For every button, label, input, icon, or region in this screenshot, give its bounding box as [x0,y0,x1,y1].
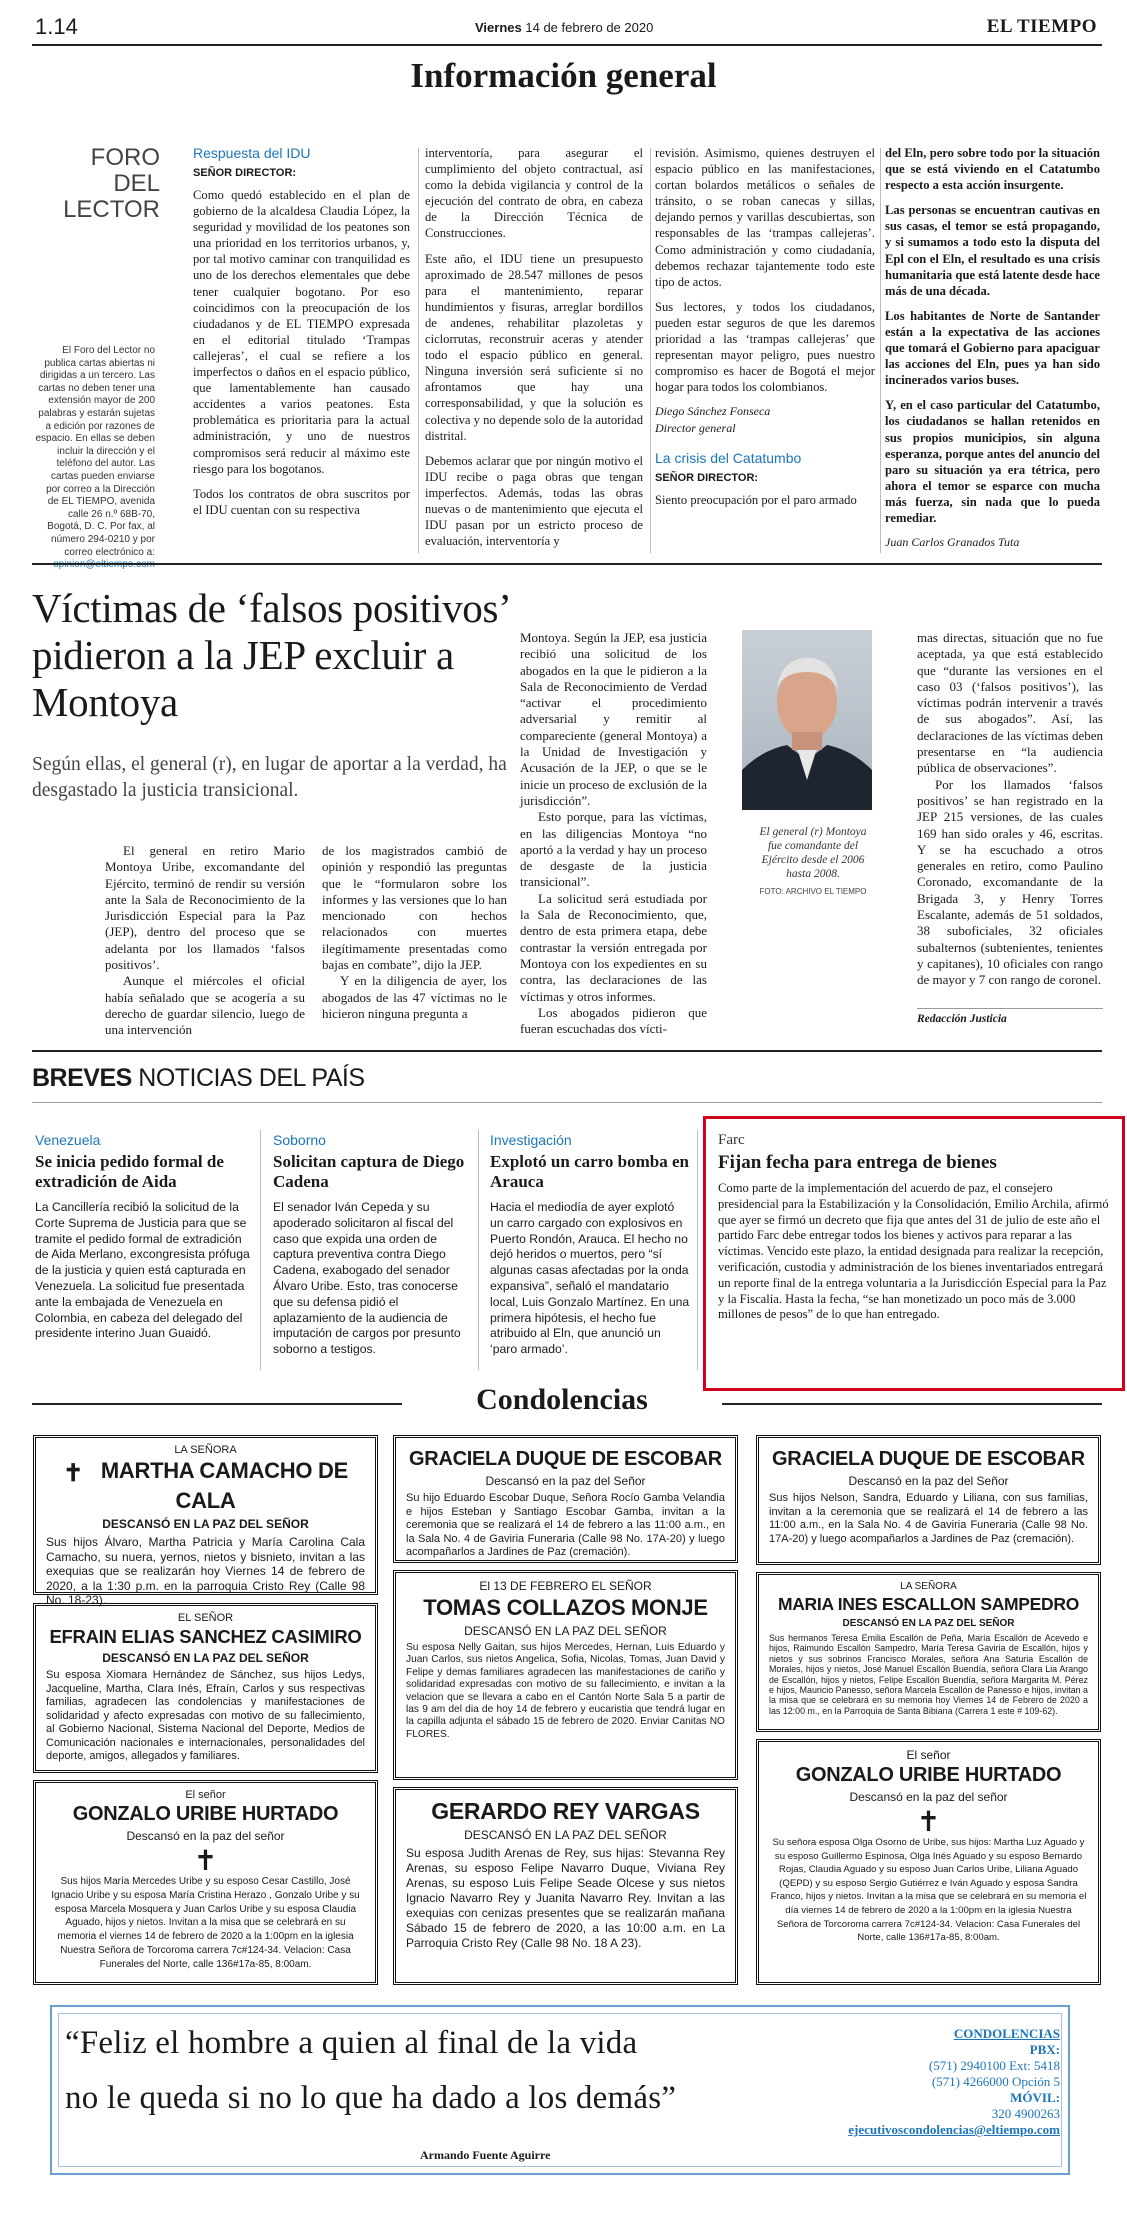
foro-paragraph: Como quedó establecido en el plan de gobierno de la alcaldesa Claudia López, la seguridad y movilidad de los peatones son una prioridad en los territorios urbanos, y, por tal motivo caminar con tranquilidad es uno de los derechos elementales que debe tener cualquier bogotano. Por eso coincidimos con la preocupación de los ciudadanos y de EL TIEMPO expresada en el editorial titulado ‘Trampas callejeras’, el cual se refiere a los imperfectos o daños en el espacio público, que lamentablemente han causado accidentes a varios peatones. Esta problemática es prioritaria para la actual administración, y uno de nuestros compromisos será reducir al máximo este riesgo para los bogotanos. [193,188,410,476]
breve-category: Soborno [273,1132,326,1148]
article-paragraph: Aunque el miércoles el oficial había señalado que se acogería a su derecho de guardar silencio, luego de una intervención [105,973,305,1038]
article-col-2 [322,843,507,1022]
article-col-3 [520,630,707,1037]
page-date [475,20,653,35]
foro-paragraph: Este año, el IDU tiene un presupuesto aproximado de 28.547 millones de pesos para el mantenimiento, reparar hundimientos y fisuras, arreglar bordillos de andenes, rehabilitar plazoletas y ciclorrutas, reconstruir aceras y atender todo el espacio público en general. Ninguna inversión será suficiente si no afrontamos que hay una corresponsabilidad, y que la solución es colectiva y no depende solo de la autoridad distrital. [425,251,643,443]
foro-paragraph: Y, en el caso particular del Catatumbo, los ciudadanos se hallan retenidos en sus propios municipios, sin alguna esperanza, porque antes del anuncio del paro su situación ya era tétrica, pero ahora el temor se esparce con mucha más fuerza, sin nada que lo pueda remediar. [885,398,1100,525]
obituary-card [33,1780,378,1985]
pbx-number[interactable]: (571) 4266000 Opción 5 [931,2074,1060,2089]
obit-rest: DESCANSÓ EN LA PAZ DEL SEÑOR [464,1828,667,1842]
foro-heading-idu: Respuesta del IDU [193,145,311,161]
breve-title: Fijan fecha para entrega de bienes [718,1152,997,1173]
obit-rest: DESCANSÓ EN LA PAZ DEL SEÑOR [464,1624,667,1638]
contact-email-link[interactable]: ejecutivoscondolencias@eltiempo.com [848,2122,1060,2137]
breves-title-rest: NOTICIAS DEL PAÍS [131,1064,365,1092]
breve-item [273,1132,473,1358]
breve-title: Se inicia pedido formal de extradición de Aida [35,1152,224,1191]
obituary-card [393,1435,738,1563]
obit-name: GONZALO URIBE HURTADO [795,1764,1062,1786]
date-day: Viernes [475,20,522,35]
breve-category: Investigación [490,1132,572,1148]
obit-prefix: El 13 DE FEBRERO EL SEÑOR [479,1579,652,1593]
foro-title: FORO DEL LECTOR [63,144,160,223]
breve-title: Solicitan captura de Diego Cadena [273,1152,465,1191]
obit-name-row [46,1458,365,1514]
obit-name: MARTHA CAMACHO DE CALA [100,1458,348,1513]
divider [697,1130,698,1370]
obituary-card [33,1435,378,1607]
obit-rest: Descansó en la paz del señor [849,1790,1008,1804]
section-rule [32,563,1102,565]
foro-col-4 [885,145,1100,552]
obit-name: EFRAIN ELIAS SANCHEZ CASIMIRO [49,1626,362,1647]
header-rule [32,44,1102,46]
foro-paragraph: Sus lectores, y todos los ciudadanos, pueden estar seguros de que les daremos prioridad a las ‘trampas callejeras’ que representan mayor peligro, pues nuestro compromiso es hacer de Bogotá el mejor hogar para todos los colombianos. [655,299,875,395]
section-rule [32,1050,1102,1052]
foro-info [35,345,155,572]
obituary-card [393,1570,738,1780]
obit-body: Su esposa Xiomara Hernández de Sánchez, sus hijos Ledys, Jacqueline, Martha, Clara Inés, Efraín, Carlos y sus respectivas familias, agradecen las condolencias y manifestaciones de solidaridad y afecto expresadas con motivo de su fallecimiento, al Gobierno Nacional, Sistema Nacional del Deporte, Medios de Comunicación nacionales e internacionales, personalidades del deporte, amigos, allegados y familiares. [46,1669,365,1762]
article-paragraph: Por los llamados ‘falsos positivos’ se han registrado en la JEP 215 versiones, de las cuales 169 han sido orales y 46, escritas. Y se ha escuchado a otros generales en retiro, como Paulino Coronado, excomandante de la Brigada 3, y Henry Torres Escalante, además de 51 soldados, 38 suboficiales, 32 oficiales subalternos (subtenientes, tenientes y capitanes), 10 oficiales con rango de mayor y 7 con rango de coronel. [917,776,1103,988]
breve-text: La Cancillería recibió la solicitud de la Corte Suprema de Justicia para que se tramite el pedido formal de extradición de Aida Merlano, excongresista prófuga de la justicia y quien está capturada en Venezuela. La solicitud fue presentada ante la embajada de Venezuela en Colombia, en cabeza del delegado del presidente interino Juan Guaidó. [35,1200,250,1341]
divider [880,148,881,553]
foro-col-1 [193,145,410,527]
montoya-photo [742,630,872,810]
pbx-number[interactable]: (571) 2940100 Ext: 5418 [928,2058,1060,2073]
obit-body: Sus hijos Nelson, Sandra, Eduardo y Liliana, con sus familias, invitan a la ceremonia que se realizará el 14 de febrero a las 11:00 a.m., en la Sala No. 4 de Gaviria Funeraria (Calle 98 No. 17A-20) y luego acompañarlos a Jardines de Paz (cremación). [769,1492,1088,1545]
obit-rest: DESCANSÓ EN LA PAZ DEL SEÑOR [102,1651,309,1665]
foro-col-2 [425,145,643,558]
foro-signature-1-role: Director general [655,421,736,436]
obit-name: GRACIELA DUQUE DE ESCOBAR [409,1448,722,1470]
foro-signature-1: Diego Sánchez Fonseca [655,404,771,419]
article-paragraph: La solicitud será estudiada por la Sala de Reconocimiento, que, dentro de esta primera etapa, debe contrastar la versión entregada por Montoya con los expedientes en su contra, las declaraciones de las víctimas y otros informes. [520,890,707,1004]
foro-paragraph: Los habitantes de Norte de Santander están a la expectativa de las acciones que tomará el Gobierno para apaciguar las acciones del Eln, pues ya han sido incinerados varios buses. [885,308,1100,388]
foro-paragraph: del Eln, pero sobre todo por la situación que se está viviendo en el Catatumbo respecto a esta acción insurgente. [885,146,1100,193]
obituary-card [756,1435,1101,1565]
breve-item [35,1132,255,1342]
breve-text: Como parte de la implementación del acuerdo de paz, el consejero presidencial para la Estabilización y la Consolidación, Emilio Archila, afirmó que ayer se firmó un decreto que fija que antes del 31 de julio de este año el partido Farc debe entregar todos los bienes y activos para reparar a las víctimas. Vencido este plazo, la entidad designada para realizar la recepción, verificación, custodia y administración de los bienes inventariados entregará un reporte final de la entrega voluntaria a la Jurisdicción Especial para la Paz y la Fiscalía. Hasta la fecha, “se han monetizado un poco más de 3.000 millones de pesos” de lo que han entregado. [718,1181,1109,1322]
divider [650,148,651,553]
article-col-5 [917,630,1103,989]
article-signature: Redacción Justicia [917,1008,1103,1025]
date-rest: 14 de febrero de 2020 [525,20,654,35]
obit-name: GRACIELA DUQUE DE ESCOBAR [772,1448,1085,1470]
page-number: 1.14 [35,14,78,39]
cross-icon: ✝ [916,1806,941,1837]
obit-rest: Descansó en la paz del Señor [485,1474,646,1488]
foro-signature-2: Juan Carlos Granados Tuta [885,535,1020,550]
condolencias-title: Condolencias [476,1383,648,1416]
obit-prefix: EL SEÑOR [177,1612,234,1624]
obit-body: Su hijo Eduardo Escobar Duque, Señora Rocío Gamba Velandia e hijos Esteban y Santiago Escobar Gamba, invitan a la ceremonia que se realizará el 14 de febrero a las 11:00 a.m., en la Sala No. 4 de Gaviria Funeraria (Calle 98 No. 17A-20) y luego acompañarlos a Jardines de Paz (cremación). [406,1492,725,1558]
movil-label: MÓVIL: [1010,2090,1060,2105]
breve-title: Explotó un carro bomba en Arauca [490,1152,689,1191]
foro-heading-catatumbo: La crisis del Catatumbo [655,450,802,467]
obit-rest: Descansó en la paz del Señor [848,1474,1009,1488]
breve-category: Venezuela [35,1132,101,1148]
obit-name: TOMAS COLLAZOS MONJE [423,1595,708,1620]
cross-icon: ✝ [193,1845,218,1876]
obit-rest: Descansó en la paz del señor [126,1829,285,1843]
foro-paragraph: Siento preocupación por el paro armado [655,493,857,508]
obituary-card [756,1572,1101,1732]
obit-body: Su esposa Judith Arenas de Rey, sus hijas: Stevanna Rey Arenas, su esposo Felipe Navarro Duque, Viviana Rey Arenas, su esposo Luis Felipe Seade Olcese y sus nietos Ignacio Navarro Rey y Juanita Navarro Rey. Invitan a las exequias con cenizas presentes que se realizarán mañana Sábado 15 de febrero de 2020, a las 10:00 a.m. en La Parroquia Cristo Rey (Calle 98 No. 18 A 23). [406,1846,725,1950]
foro-salutation-1: SEÑOR DIRECTOR: [193,167,297,179]
foro-salutation-2: SEÑOR DIRECTOR: [655,472,759,485]
obit-body: Sus hijos Álvaro, Martha Patricia y María Carolina Cala Camacho, su nuera, yernos, nietos y bisnieto, invitan a las exequias que se realizarán hoy Viernes 14 de febrero de 2020, a la 1:30 p.m. en la parroquia Cristo Rey (Calle 98 No. 18-23). [46,1535,365,1607]
article-paragraph: Y en la diligencia de ayer, los abogados de las 47 víctimas no le hicieron ninguna pregunta a [322,973,507,1021]
photo-caption: El general (r) Montoya fue comandante del Ejército desde el 2006 hasta 2008. [759,826,867,880]
obit-prefix: El señor [906,1748,951,1762]
obit-name: MARIA INES ESCALLON SAMPEDRO [777,1594,1080,1614]
article-paragraph: El general en retiro Mario Montoya Uribe, excomandante del Ejército, terminó de rendir su versión ante la Sala de Reconocimiento de la Jurisdicción Especial para la Paz (JEP), dentro del proceso que se adelanta por los llamados ‘falsos positivos’. [105,843,305,973]
breve-text: Hacia el mediodía de ayer explotó un carro cargado con explosivos en Puerto Rondón, Arauca. El hecho no dejó heridos o muertos, pero “sí algunas casas afectadas por la onda expansiva”, señaló el mandatario local, Luis Gonzalo Martínez. En una primera hipótesis, el hecho fue atribuido al Eln, que anunció un ‘paro armado’. [490,1200,690,1357]
section-title: Información general [410,56,717,95]
breves-title [32,1064,365,1093]
condolencias-rule-right [722,1403,1102,1405]
obit-rest: DESCANSÓ EN LA PAZ DEL SEÑOR [842,1618,1015,1629]
article-paragraph: de los magistrados cambió de opinión y respondió las preguntas que le “formularon sobre los informes y las versiones que lo han mencionado con hechos relacionados con muertes ilegítimamente presentadas como bajas en combate”, dijo la JEP. [322,843,507,973]
cross-icon: ✝ [63,1460,83,1487]
photo-credit: FOTO: ARCHIVO EL TIEMPO [759,887,867,896]
obituary-card [756,1739,1101,1985]
breve-item-highlighted [703,1116,1125,1391]
foro-paragraph: interventoría, para asegurar el cumplimiento del objeto contractual, así como la debida vigilancia y control de la ejecución del contrato de obra, en cabeza de la Dirección Técnica de Construcciones. [425,146,643,241]
breve-text: El senador Iván Cepeda y su apoderado solicitaron al fiscal del caso que expida una orden de captura preventiva contra Diego Cadena, exabogado del senador Álvaro Uribe. Esto, tras conocerse que su defensa pidió el aplazamiento de la audiencia de imputación de cargos por presunto soborno a testigos. [273,1200,461,1357]
obit-body: Su señora esposa Olga Osorno de Uribe, sus hijos: Martha Luz Aguado y su esposo Guillermo Espinosa, Olga Inés Aguado y su esposo Bernardo Rojas, Claudia Aguado y su esposo Juan Carlos Uribe, Liliana Aguado (QEPD) y su esposo Sergio Gutiérrez e Iván Aguado y esposa Sandra Franco, hijos y nietos. Invitan a la misa que se celebrará en su memoria el día viernes 14 de febrero de 2020 a la 1:00pm en la iglesia Nuestra Señora de Torcoroma carrera 7c#124-34. Velacion: Casa Funerales del Norte, calle 136#17a-85, 8:00am. [770,1837,1087,1944]
foro-info-text: El Foro del Lector no publica cartas abiertas ni dirigidas a un tercero. Las cartas no deben tener una extensión mayor de 200 palabras y estarán sujetas a edición por razones de espacio. En ellas se deben incluir la dirección y el teléfono del autor. Las cartas pueden enviarse por correo a la Dirección de EL TIEMPO, avenida calle 26 n.º 68B-70, Bogotá, D. C. Por fax, al número 294-0210 y por correo electrónico a: [35,345,155,558]
divider [260,1130,261,1370]
condolencias-rule-left [32,1403,402,1405]
divider [478,1130,479,1370]
quote-line-2: no le queda si no lo que ha dado a los demás” [65,2080,677,2116]
article-dek: Según ellas, el general (r), en lugar de aportar a la verdad, ha desgastado la justicia transicional. [32,754,507,801]
obit-prefix: El señor [185,1789,226,1801]
foro-col-3 [655,145,875,518]
breve-item [490,1132,690,1358]
foro-paragraph: Todos los contratos de obra suscritos por el IDU cuentan con su respectiva [193,486,410,517]
brand-logo: EL TIEMPO [986,16,1097,37]
obituary-card [393,1787,738,1985]
breve-category: Farc [718,1132,745,1148]
obit-prefix: LA SEÑORA [900,1581,957,1592]
quote-author: Armando Fuente Aguirre [420,2148,551,2162]
foro-paragraph: Debemos aclarar que por ningún motivo el IDU recibe o paga obras que tengan imperfectos. Además, todas las obras nuevas o de mantenimiento que ejecuta el IDU pasan por un estricto proceso de evaluación, interventoría y [425,453,643,549]
contact-block [840,2026,1060,2138]
divider [418,148,419,553]
article-paragraph: Montoya. Según la JEP, esa justicia recibió una solicitud de los abogados en la que le pidieron a la Sala de Reconocimiento de Verdad “activar el procedimiento adversarial y remitir al compareciente (general Montoya) a la Unidad de Investigación y Acusación de la JEP, o que se le inicie un proceso de exclusión de la jurisdicción”. [520,630,707,808]
article-headline: Víctimas de ‘falsos positivos’ pidieron a la JEP excluir a Montoya [32,585,509,725]
obit-name: GONZALO URIBE HURTADO [72,1803,339,1825]
obituary-card [33,1603,378,1773]
article-paragraph: Esto porque, para las víctimas, en las diligencias Montoya “no aportó a la verdad y hay un proceso de desgaste de la justicia transicional”. [520,809,707,890]
obit-name: GERARDO REY VARGAS [431,1798,700,1824]
obit-body: Sus hermanos Teresa Emilia Escallón de Peña, María Escallón de Acevedo e hijos, Raimundo Escallón Sampedro, María Teresa Gaviria de Escallón, hijos y nietos y sus sobrinos Francisco Morales, señora Ana Saturia Escallón de Morales, hijos y nietos, José Manuel Escallón Buendía, señora Clara Lia Arango de Escallón, hijos y nietos, Felipe Escallón Buendía, señora Margarita M. Pérez e hijos, Mauricio Panesso, señora Marcela Escallón de Panesso e hijos, invitan a la misa que se celebrará en su memoria hoy Viernes 14 de Febrero de 2020 a las 12:00 m., en la Parroquia de Santa Bibiana (Carrera 1 este # 109-62). [769,1633,1088,1716]
breves-rule [32,1102,1102,1103]
obit-prefix: LA SEÑORA [174,1444,237,1456]
article-paragraph: Los abogados pidieron que fueran escuchadas dos vícti- [520,1004,707,1037]
article-col-1 [105,843,305,1039]
contact-title: CONDOLENCIAS [953,2026,1060,2041]
quote-line-1: “Feliz el hombre a quien al final de la vida [65,2025,638,2061]
obit-body: Su esposa Nelly Gaitan, sus hijos Mercedes, Hernan, Luis Eduardo y Juan Carlos, sus nietos Angelica, Sofia, Nicolas, Tomas, Juan David y Felipe y demas familiares agradecen las manifestaciones de cariño y solidaridad expresadas con motivo de su fallecimiento, e invitan a la velacion que se llevara a cabo en el Cantón Norte Sala 5 a partir de las 9 am del dia de hoy 14 de febrero y eucaristia que tendrá lugar en la capilla adjunta el sábado 15 de febrero de 2020. Enviar Canitas NO FLORES. [406,1642,725,1740]
obit-rest: DESCANSÓ EN LA PAZ DEL SEÑOR [102,1517,309,1531]
foro-paragraph: Las personas se encuentran cautivas en sus casas, el temor se está propagando, y si sumamos a todo esto la disputa del Epl con el Eln, el resultado es una crisis humanitaria que está latente desde hace más de una década. [885,203,1100,298]
foro-paragraph: revisión. Asimismo, quienes destruyen el espacio público en las manifestaciones, cortan bolardos metálicos o señales de tránsito, o se roban canecas y sillas, dejando pernos y varillas descubiertas, son responsables de las ‘trampas callejeras’. Como administración y como ciudadanía, debemos rechazar tajantemente todo este tipo de actos. [655,146,875,289]
movil-number[interactable]: 320 4900263 [991,2106,1060,2121]
pbx-label: PBX: [1029,2042,1060,2057]
article-paragraph: mas directas, situación que no fue aceptada, ya que está establecido que “durante las versiones en el caso 03 (‘falsos positivos’), las víctimas podrán intervenir a través de sus abogados”. Así, las declaraciones de las víctimas deben presentarse en “la audiencia pública de observaciones”. [917,630,1103,776]
obit-body: Sus hijos María Mercedes Uribe y su esposo Cesar Castillo, José Ignacio Uribe y su esposa María Cristina Herazo , Gonzalo Uribe y su esposa Marcela Mosquera y Juan Carlos Uribe y su esposa Claudia Aguado, hijos y nietos. Invitan a la misa que se celebrará en su memoria el viernes 14 de febrero de 2020 a la 1:00pm en la iglesia Nuestra Señora de Torcoroma carrera 7c#124-34. Velacion: Casa Funerales del Norte, calle 136#17a-85, 8:00am. [51,1876,360,1970]
breves-title-bold: BREVES [32,1064,132,1092]
